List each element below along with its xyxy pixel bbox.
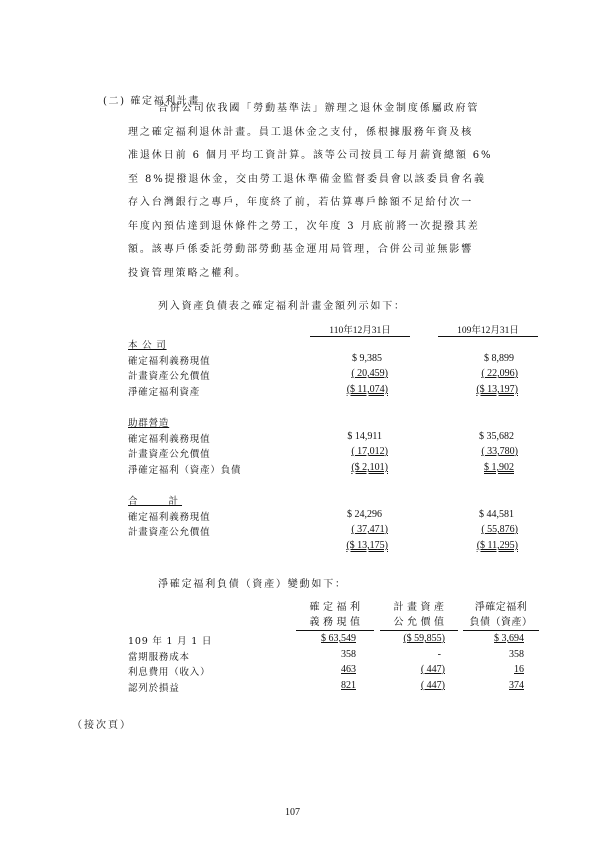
table2-col-header — [380, 600, 458, 630]
table1-col-header-2021: 110年12月31日 — [329, 326, 391, 336]
table2-intro: 淨確定福利負債（資產）變動如下： — [158, 579, 347, 590]
table2-col-header-line: 義 務 現 值 — [309, 617, 361, 628]
table2-col-header — [296, 600, 374, 630]
table1-cell: ( 55,876) — [481, 524, 518, 535]
table2-cell: 358 — [509, 649, 524, 660]
table1-cell: ( 33,780) — [481, 446, 518, 457]
table1-cell: $ 35,682 — [479, 431, 514, 442]
table1-row-label: 計畫資產公允價值 — [128, 449, 211, 460]
table2-row-label: 109 年 1 月 1 日 — [128, 636, 213, 647]
table2-col-header-line: 確 定 福 利 — [309, 602, 361, 613]
paragraph-line: 至 8%提撥退休金，交由勞工退休準備金監督委員會以該委員會名義 — [128, 173, 486, 185]
table2-cell: $ 63,549 — [321, 633, 356, 644]
table2-cell: - — [437, 649, 441, 660]
table1-group-title: 本 公 司 — [128, 340, 167, 351]
table1-row-label: 淨確定福利資產 — [128, 387, 201, 398]
table1-cell: ($ 13,197) — [476, 384, 518, 395]
table2-col-header-rule — [463, 630, 539, 631]
table1-cell: $ 9,385 — [352, 353, 382, 364]
paragraph-line: 存入台灣銀行之專戶，年度終了前，若估算專戶餘額不足給付次一 — [128, 197, 474, 208]
table2-cell: 374 — [509, 680, 524, 691]
table2-col-header-line: 計 畫 資 產 — [393, 602, 445, 613]
table1-row-label: 確定福利義務現值 — [128, 512, 211, 523]
table2-row-label: 當期服務成本 — [128, 652, 190, 663]
table2-cell: 358 — [341, 649, 356, 660]
table2-cell: ( 447) — [420, 680, 445, 691]
table1-cell: ( 22,096) — [481, 368, 518, 379]
table2-col-header-line: 負債（資產） — [469, 617, 533, 628]
table1-cell: ( 37,471) — [351, 524, 388, 535]
table1-col-header-rule — [310, 336, 410, 337]
paragraph-line: 准退休日前 6 個月平均工資計算。該等公司按員工每月薪資總額 6% — [128, 150, 493, 161]
table1-col-header-2020: 109年12月31日 — [457, 326, 519, 336]
table2-cell: ( 447) — [420, 664, 445, 675]
table1-cell: $ 8,899 — [484, 353, 514, 364]
table1-row-label: 確定福利義務現值 — [128, 356, 211, 367]
table1-cell: ( 17,012) — [351, 446, 388, 457]
table1-cell: $ 24,296 — [347, 509, 382, 520]
table2-col-header-line: 淨確定福利 — [474, 602, 528, 613]
table1-cell: ($ 2,101) — [351, 462, 388, 473]
table2-cell: ($ 59,855) — [403, 633, 445, 644]
table2-row-label: 利息費用（收入） — [128, 667, 211, 678]
table2-col-header-rule — [296, 630, 374, 631]
table1-cell: $ 44,581 — [479, 509, 514, 520]
paragraph-line: 理之確定福利退休計畫。員工退休金之支付，係根據服務年資及核 — [128, 126, 474, 138]
continued-note: （接次頁） — [72, 720, 132, 731]
paragraph-line: 合併公司依我國「勞動基準法」辦理之退休金制度係屬政府管 — [158, 103, 480, 114]
table1-row-label: 計畫資產公允價值 — [128, 371, 211, 382]
table2-col-header-line: 公 允 價 值 — [393, 617, 445, 628]
table2-col-header — [463, 600, 539, 630]
table1-row-label: 計畫資產公允價值 — [128, 527, 211, 538]
table1-col-header-rule — [438, 336, 538, 337]
table1-cell: ($ 11,295) — [476, 540, 518, 551]
table1-cell: ($ 11,074) — [346, 384, 388, 395]
table1-cell: ( 20,459) — [351, 368, 388, 379]
paragraph-line: 年度內預估達到退休條件之勞工，次年度 3 月底前將一次提撥其差 — [128, 220, 480, 232]
table1-intro: 列入資產負債表之確定福利計畫金額列示如下： — [158, 301, 406, 312]
table2-cell: 821 — [341, 680, 356, 691]
table1-row-label: 確定福利義務現值 — [128, 434, 211, 445]
paragraph-line: 投資管理策略之權利。 — [128, 267, 247, 279]
table1-cell: $ 14,911 — [347, 431, 382, 442]
table1-group-title: 合 計 — [128, 496, 183, 507]
table1-cell: $ 1,902 — [484, 462, 514, 473]
table2-cell: $ 3,694 — [494, 633, 524, 644]
table2-cell: 16 — [514, 664, 524, 675]
table1-cell: ($ 13,175) — [346, 540, 388, 551]
page-number: 107 — [285, 807, 300, 818]
table2-row-label: 認列於損益 — [128, 683, 180, 694]
table2-cell: 463 — [341, 664, 356, 675]
pension-description-paragraph — [128, 97, 540, 285]
table1-row-label: 淨確定福利（資產）負債 — [128, 465, 242, 476]
section-title: (二) 確定福利計畫 — [103, 96, 200, 107]
table2-col-header-rule — [380, 630, 458, 631]
table1-group-title: 助群營造 — [128, 418, 170, 429]
paragraph-line: 額。該專戶係委託勞動部勞動基金運用局管理，合併公司並無影響 — [128, 244, 474, 255]
